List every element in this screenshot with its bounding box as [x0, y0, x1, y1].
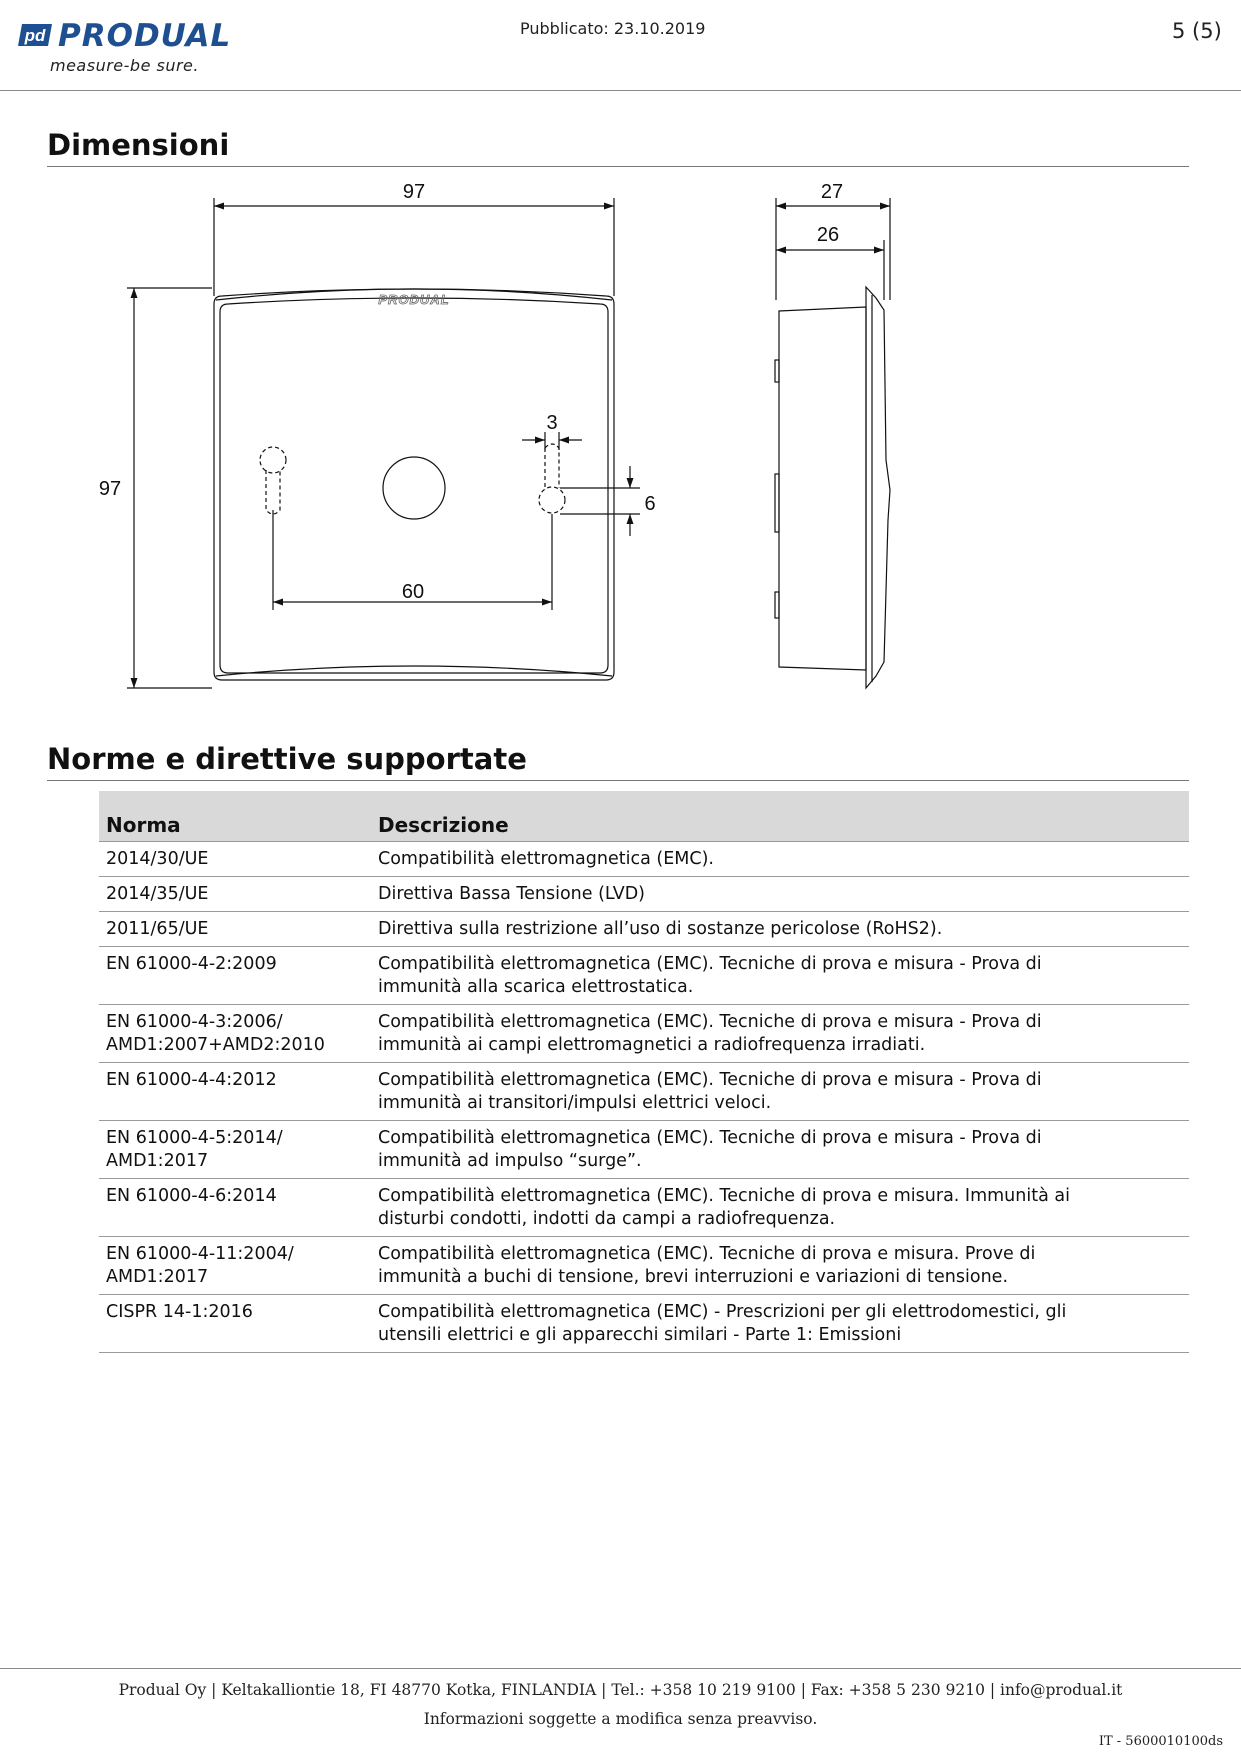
table-row: [99, 947, 1189, 1005]
column-header-norm: Norma: [99, 791, 371, 842]
front-cover: [220, 298, 608, 673]
cell-norm: [99, 912, 371, 947]
norm-line: EN 61000-4-2:2009: [106, 954, 277, 974]
table-row: [99, 1121, 1189, 1179]
front-outline: [214, 289, 614, 680]
norm-line: EN 61000-4-11:2004/: [106, 1244, 294, 1264]
footer-contact: Produal Oy | Keltakalliontie 18, FI 48770 Kotka, FINLANDIA | Tel.: +358 10 219 9100 | Fax: +358 5 230 9210 | info@produal.it: [118, 1681, 1123, 1699]
cell-description: [371, 1121, 1189, 1179]
footer-divider: [0, 1668, 1241, 1669]
header-divider: [0, 90, 1241, 91]
cell-norm: [99, 1121, 371, 1179]
cell-description: [371, 877, 1189, 912]
label-front-height: 97: [98, 478, 122, 500]
norm-line: 2014/35/UE: [106, 884, 209, 904]
standards-table: [99, 791, 1189, 1353]
cell-description: [371, 1237, 1189, 1295]
norm-line: AMD1:2017: [106, 1151, 209, 1171]
description-line: Compatibilità elettromagnetica (EMC). Tecniche di prova e misura - Prova di: [378, 1070, 1042, 1090]
table-header-row: [99, 791, 1189, 842]
description-line: immunità ad impulso “surge”.: [378, 1151, 642, 1171]
norm-line: EN 61000-4-5:2014/: [106, 1128, 283, 1148]
description-line: Compatibilità elettromagnetica (EMC). Tecniche di prova e misura. Prove di: [378, 1244, 1036, 1264]
description-line: Compatibilità elettromagnetica (EMC). Tecniche di prova e misura. Immunità ai: [378, 1186, 1070, 1206]
standards-title: Norme e direttive supportate: [47, 742, 527, 776]
norm-line: EN 61000-4-6:2014: [106, 1186, 277, 1206]
cell-norm: [99, 947, 371, 1005]
description-line: Compatibilità elettromagnetica (EMC). Tecniche di prova e misura - Prova di: [378, 954, 1042, 974]
label-front-width: 97: [402, 181, 426, 203]
side-tab-bottom: [775, 592, 779, 618]
cell-norm: [99, 877, 371, 912]
column-header-description: Descrizione: [371, 791, 1189, 842]
table-row: [99, 912, 1189, 947]
cell-description: [371, 1179, 1189, 1237]
cover-logo: PRODUAL: [378, 292, 450, 307]
norm-line: AMD1:2007+AMD2:2010: [106, 1035, 325, 1055]
cell-norm: [99, 1063, 371, 1121]
description-line: Compatibilità elettromagnetica (EMC).: [378, 849, 714, 869]
company-logo: [16, 18, 246, 80]
table-row: [99, 842, 1189, 877]
description-line: Compatibilità elettromagnetica (EMC) - Prescrizioni per gli elettrodomestici, gli: [378, 1302, 1067, 1322]
standards-divider: [47, 780, 1189, 781]
description-line: immunità ai campi elettromagnetici a radiofrequenza irradiati.: [378, 1035, 926, 1055]
label-side-depth-outer: 27: [820, 181, 844, 203]
description-line: disturbi condotti, indotti da campi a radiofrequenza.: [378, 1209, 836, 1229]
norm-line: 2014/30/UE: [106, 849, 209, 869]
cell-description: [371, 947, 1189, 1005]
page-number: 5 (5): [1172, 19, 1222, 43]
published-date: Pubblicato: 23.10.2019: [520, 19, 706, 38]
table-row: [99, 1179, 1189, 1237]
description-line: utensili elettrici e gli apparecchi similari - Parte 1: Emissioni: [378, 1325, 902, 1345]
cell-description: [371, 1295, 1189, 1353]
pd-logo-icon: [16, 22, 54, 48]
table-row: [99, 877, 1189, 912]
table-row: [99, 1005, 1189, 1063]
description-line: Compatibilità elettromagnetica (EMC). Tecniche di prova e misura - Prova di: [378, 1012, 1042, 1032]
table-row: [99, 1237, 1189, 1295]
brand-name: PRODUAL: [58, 18, 232, 54]
center-circle: [383, 457, 445, 519]
description-line: Direttiva sulla restrizione all’uso di sostanze pericolose (RoHS2).: [378, 919, 943, 939]
side-cover: [866, 287, 890, 688]
left-keyhole: [260, 447, 286, 514]
label-slot-offset: 6: [644, 493, 656, 515]
description-line: immunità ai transitori/impulsi elettrici veloci.: [378, 1093, 772, 1113]
side-tab-top: [775, 360, 779, 382]
norm-line: EN 61000-4-4:2012: [106, 1070, 277, 1090]
table-row: [99, 1063, 1189, 1121]
cell-norm: [99, 1005, 371, 1063]
norm-line: EN 61000-4-3:2006/: [106, 1012, 283, 1032]
side-tab-middle: [775, 474, 779, 532]
bottom-curve: [216, 666, 612, 676]
dimension-drawing: [0, 160, 1241, 700]
label-side-depth-inner: 26: [816, 224, 840, 246]
dimensions-title: Dimensioni: [47, 128, 230, 162]
cell-norm: [99, 1295, 371, 1353]
norm-line: AMD1:2017: [106, 1267, 209, 1287]
document-code: IT - 5600010100ds: [1098, 1734, 1223, 1749]
cell-norm: [99, 1179, 371, 1237]
norm-line: 2011/65/UE: [106, 919, 209, 939]
svg-text:pd: pd: [24, 26, 46, 45]
description-line: Direttiva Bassa Tensione (LVD): [378, 884, 646, 904]
description-line: immunità a buchi di tensione, brevi interruzioni e variazioni di tensione.: [378, 1267, 1009, 1287]
cell-description: [371, 1063, 1189, 1121]
standards-body: [99, 842, 1189, 1353]
cell-norm: [99, 1237, 371, 1295]
cell-description: [371, 912, 1189, 947]
footer-disclaimer: Informazioni soggette a modifica senza preavviso.: [423, 1710, 818, 1728]
norm-line: CISPR 14-1:2016: [106, 1302, 253, 1322]
side-body: [779, 307, 866, 670]
table-row: [99, 1295, 1189, 1353]
right-keyhole: [539, 444, 565, 513]
cell-description: [371, 842, 1189, 877]
brand-tagline: measure-be sure.: [50, 56, 199, 75]
label-slot-width: 3: [546, 412, 558, 434]
cell-description: [371, 1005, 1189, 1063]
label-hole-spacing: 60: [401, 581, 425, 603]
cell-norm: [99, 842, 371, 877]
description-line: Compatibilità elettromagnetica (EMC). Tecniche di prova e misura - Prova di: [378, 1128, 1042, 1148]
description-line: immunità alla scarica elettrostatica.: [378, 977, 694, 997]
